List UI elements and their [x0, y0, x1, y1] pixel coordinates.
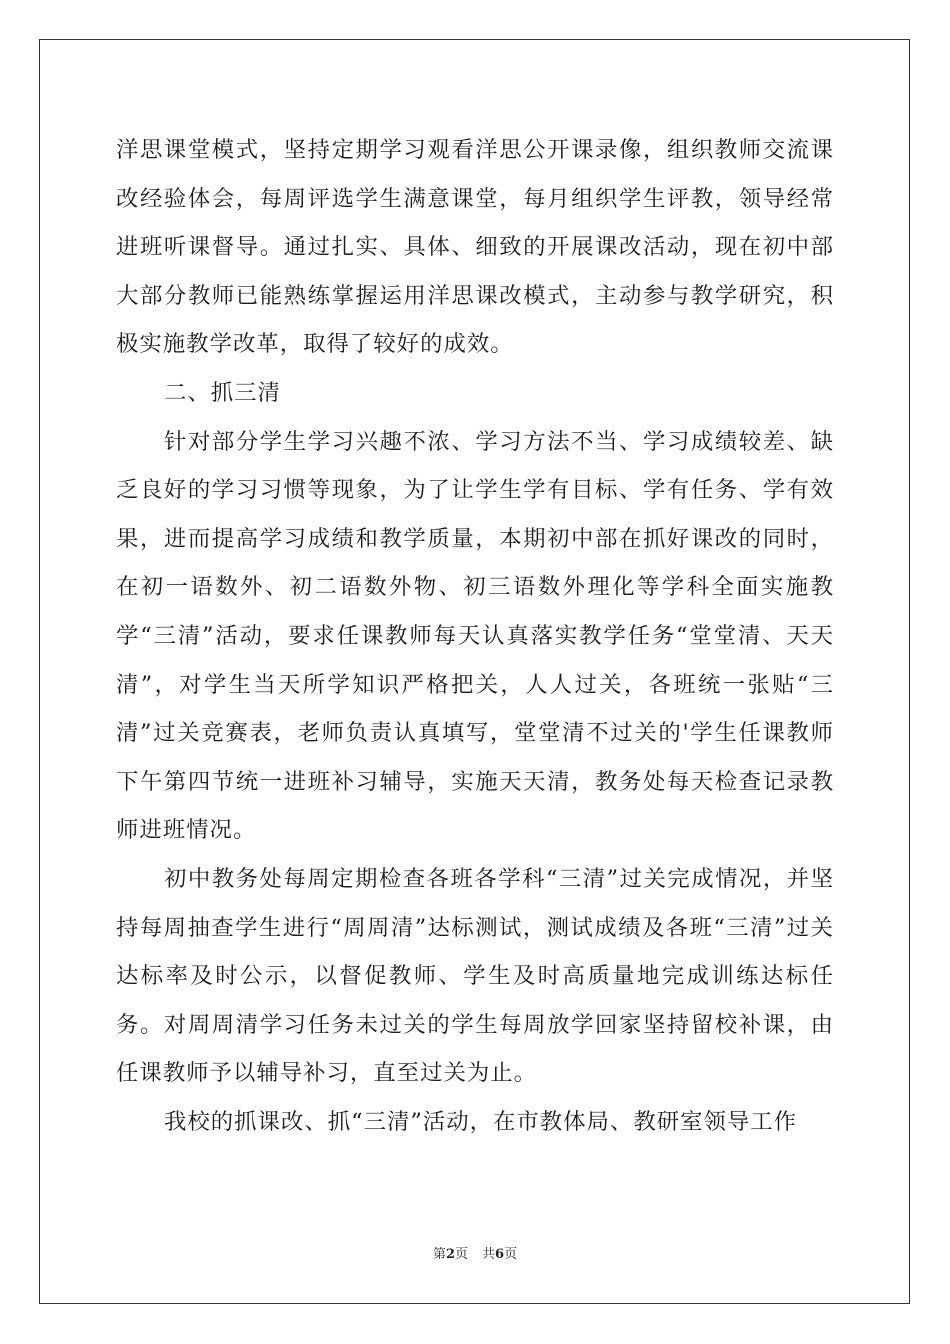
total-prefix: 共 [482, 1247, 496, 1262]
paragraph-summary: 我校的抓课改、抓“三清”活动，在市教体局、教研室领导工作 [164, 1108, 798, 1135]
section-heading: 二、抓三清 [164, 379, 281, 406]
paragraph-continuation: 洋思课堂模式，坚持定期学习观看洋思公开课录像，组织教师交流课改经验体会，每周评选学生满意课堂，每月组织学生评教，领导经常进班听课督导。通过扎实、具体、细致的开展课改活动，现在初中部大部分教师已能熟练掌握运用洋思课改模式，主动参与教学研究，积极实施教学改革，取得了较好的成效。 [116, 137, 834, 358]
paragraph-three-clear: 针对部分学生学习兴趣不浓、学习方法不当、学习成绩较差、缺乏良好的学习习惯等现象，为了让学生学有目标、学有任务、学有效果，进而提高学习成绩和教学质量，本期初中部在抓好课改的同时，在初一语数外、初二语数外物、初三语数外理化等学科全面实施教学“三清”活动，要求任课教师每天认真落实教学任务“堂堂清、天天清”，对学生当天所学知识严格把关，人人过关，各班统一张贴“三清”过关竞赛表，老师负责认真填写，堂堂清不过关的'学生任课教师下午第四节统一进班补习辅导，实施天天清，教务处每天检查记录教师进班情况。 [116, 428, 834, 844]
total-suffix: 页 [504, 1247, 518, 1262]
page-number: 2 [445, 1247, 455, 1262]
page-prefix: 第 [432, 1247, 446, 1262]
page-footer [0, 1246, 950, 1264]
paragraph-weekly-check: 初中教务处每周定期检查各班各学科“三清”过关完成情况，并坚持每周抽查学生进行“周周清”达标测试，测试成绩及各班“三清”过关达标率及时公示，以督促教师、学生及时高质量地完成训练达标任务。对周周清学习任务未过关的学生每周放学回家坚持留校补课，由任课教师予以辅导补习，直至过关为止。 [116, 865, 834, 1087]
page-suffix: 页 [454, 1247, 468, 1262]
total-pages: 6 [495, 1247, 505, 1262]
document-body [116, 126, 834, 1146]
